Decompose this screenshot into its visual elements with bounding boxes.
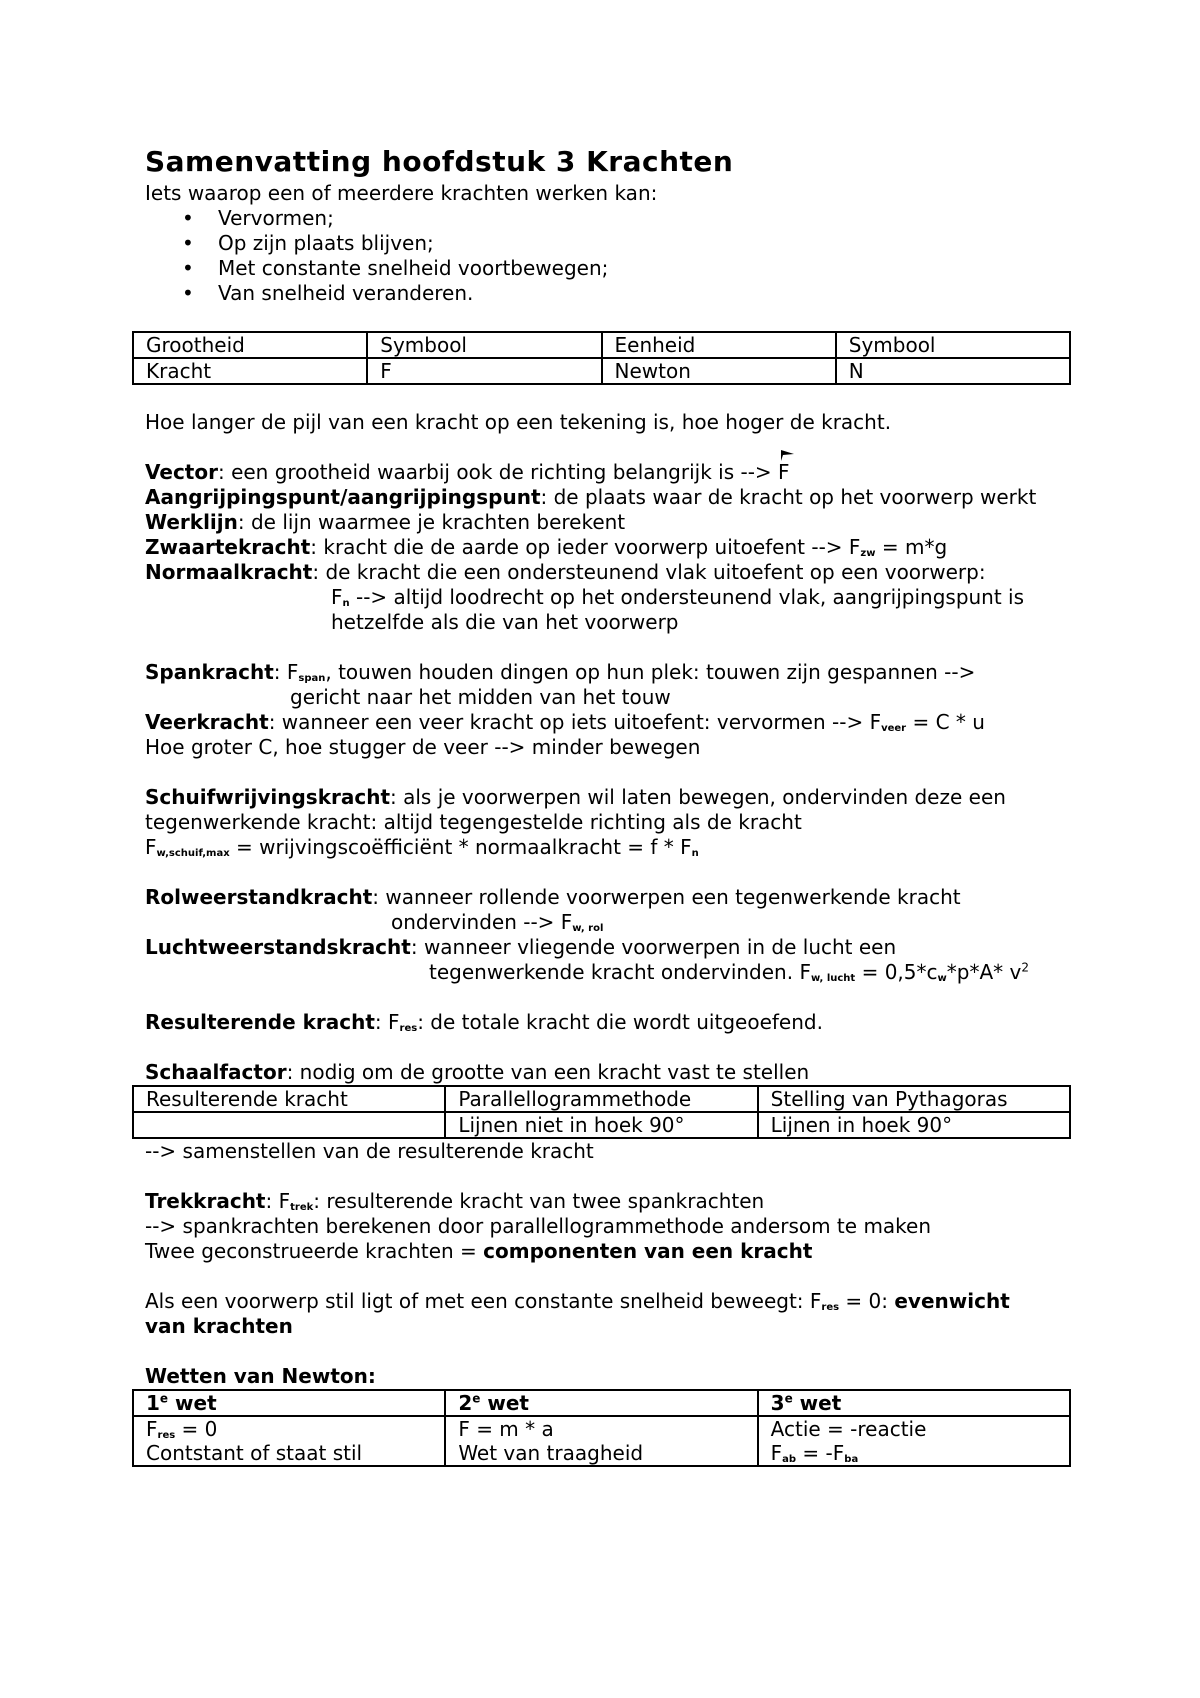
evenwicht-text: Als een voorwerp stil ligt of met een constante snelheid beweegt: $F_{res} = 0$: evenwicht xyxy=(145,1289,1010,1313)
normaalkracht-definition: Normaalkracht: de kracht die een ondersteunend vlak uitoefent op een voorwerp: xyxy=(145,560,986,584)
schuifwrijving-line2: tegenwerkende kracht: altijd tegengestelde richting als de kracht xyxy=(145,810,802,834)
rolweerstand-definition: Rolweerstandkracht: wanneer rollende voorwerpen een tegenwerkende kracht xyxy=(145,885,961,909)
schaalfactor-definition: Schaalfactor: nodig om de grootte van een kracht vast te stellen xyxy=(145,1060,810,1084)
zwaartekracht-definition: Zwaartekracht: kracht die de aarde op ieder voorwerp uitoefent --> $F_{zw} = m*g$ xyxy=(145,535,948,559)
intro-text: Iets waarop een of meerdere krachten werken kan: xyxy=(145,181,658,205)
quantity-table xyxy=(132,331,1071,385)
veer-line: Hoe groter C, hoe stugger de veer --> minder bewegen xyxy=(145,735,701,759)
trekkracht-line3: Twee geconstrueerde krachten = componenten van een kracht xyxy=(145,1239,813,1263)
table-row xyxy=(133,1112,1070,1138)
table-cell: N xyxy=(836,358,1070,384)
table-cell: 2e wet xyxy=(445,1390,757,1416)
newton-table xyxy=(132,1389,1071,1467)
table-cell: Lijnen in hoek 90° xyxy=(758,1112,1070,1138)
table-cell xyxy=(133,1112,445,1138)
list-item: • Van snelheid veranderen. xyxy=(218,281,1075,306)
table-cell: $F_{res} = 0$ Contstant of staat stil xyxy=(133,1416,445,1466)
table-row xyxy=(133,358,1070,384)
spankracht-line2: gericht naar het midden van het touw xyxy=(290,685,671,709)
samenstellen-text: --> samenstellen van de resulterende kracht xyxy=(145,1139,594,1163)
table-row xyxy=(133,332,1070,358)
table-row xyxy=(133,1416,1070,1466)
table-cell: 3e wet xyxy=(758,1390,1070,1416)
trekkracht-line2: --> spankrachten berekenen door parallellogrammethode andersom te maken xyxy=(145,1214,932,1238)
werklijn-definition: Werklijn: de lijn waarmee je krachten berekent xyxy=(145,510,626,534)
page-title: Samenvatting hoofdstuk 3 Krachten xyxy=(145,145,734,178)
table-row xyxy=(133,1086,1070,1112)
table-cell: F xyxy=(367,358,601,384)
term-vector: Vector xyxy=(145,460,218,484)
normaalkracht-line3: hetzelfde als die van het voorwerp xyxy=(331,610,679,634)
table-cell: Kracht xyxy=(133,358,367,384)
veerkracht-definition: Veerkracht: wanneer een veer kracht op iets uitoefent: vervormen --> $F_{veer} = C * u$ xyxy=(145,710,985,734)
table-cell: Stelling van Pythagoras xyxy=(758,1086,1070,1112)
table-cell: Actie = -reactie $F_{ab} = -F_{ba}$ xyxy=(758,1416,1070,1466)
table-cell: Lijnen niet in hoek 90° xyxy=(445,1112,757,1138)
table-cell: Parallellogrammethode xyxy=(445,1086,757,1112)
table-cell: Grootheid xyxy=(133,332,367,358)
schuifwrijving-formula: $F_{w,schuif,max}$ = wrijvingscoëfficiënt * normaalkracht = f * $F_n$ xyxy=(145,835,699,859)
resulterende-definition: Resulterende kracht: $F_{res}$: de totale kracht die wordt uitgeoefend. xyxy=(145,1010,823,1034)
newton-heading: Wetten van Newton: xyxy=(145,1364,376,1388)
table-cell: 1e wet xyxy=(133,1390,445,1416)
rolweerstand-line2: ondervinden --> $F_{w, rol}$ xyxy=(391,910,604,934)
pijl-text: Hoe langer de pijl van een kracht op een tekening is, hoe hoger de kracht. xyxy=(145,410,892,434)
evenwicht-line2: van krachten xyxy=(145,1314,293,1338)
schuifwrijving-definition: Schuifwrijvingskracht: als je voorwerpen wil laten bewegen, ondervinden deze een xyxy=(145,785,1006,809)
list-item: • Op zijn plaats blijven; xyxy=(218,231,1075,256)
document-page xyxy=(145,145,1075,1467)
spankracht-definition: Spankracht: $F_{span}$, touwen houden dingen op hun plek: touwen zijn gespannen --> xyxy=(145,660,976,684)
method-table xyxy=(132,1085,1071,1139)
table-row xyxy=(133,1390,1070,1416)
table-cell: Newton xyxy=(602,358,836,384)
vector-symbol: F xyxy=(778,460,790,485)
table-cell: Symbool xyxy=(836,332,1070,358)
table-cell: F = m * a Wet van traagheid xyxy=(445,1416,757,1466)
table-cell: Resulterende kracht xyxy=(133,1086,445,1112)
table-cell: Symbool xyxy=(367,332,601,358)
luchtweerstand-definition: Luchtweerstandskracht: wanneer vliegende voorwerpen in de lucht een xyxy=(145,935,897,959)
normaalkracht-line2: $F_n$ --> altijd loodrecht op het ondersteunend vlak, aangrijpingspunt is xyxy=(331,585,1025,609)
bullet-list xyxy=(145,206,1075,306)
vector-arrow-icon xyxy=(780,448,796,462)
luchtweerstand-line2: tegenwerkende kracht ondervinden. $F_{w, lucht} = 0,5*c_w*p*A*$ $v^2$ xyxy=(429,960,1029,984)
list-item: • Vervormen; xyxy=(218,206,1075,231)
aangrijpingspunt-definition: Aangrijpingspunt/aangrijpingspunt: de plaats waar de kracht op het voorwerp werkt xyxy=(145,485,1037,509)
vector-definition: Vector: een grootheid waarbij ook de richting belangrijk is --> F xyxy=(145,460,1075,485)
trekkracht-definition: Trekkracht: $F_{trek}$: resulterende kracht van twee spankrachten xyxy=(145,1189,765,1213)
list-item: • Met constante snelheid voortbewegen; xyxy=(218,256,1075,281)
table-cell: Eenheid xyxy=(602,332,836,358)
